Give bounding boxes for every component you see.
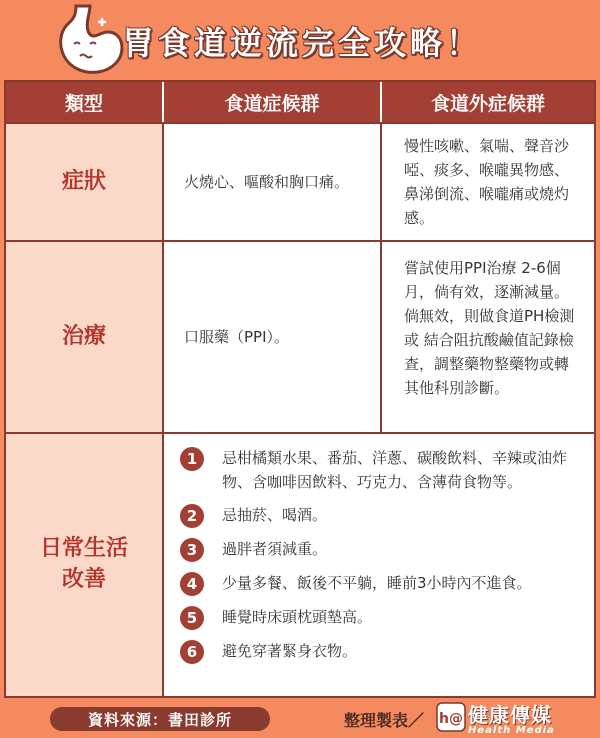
treatment-extra-esophageal: 嘗試使用PPI治療 2-6個月，倘有效，逐漸減量。倘無效，則做食道PH檢測 或 結合阻抗酸鹼值記錄檢查，調整藥物整藥物或轉其他科別診斷。 — [404, 259, 575, 397]
footer — [0, 698, 600, 738]
number-badge: 2 — [180, 504, 204, 528]
treatment-esophageal-text: 口服藥（PPI）。 — [184, 328, 290, 346]
list-item — [180, 605, 584, 630]
number-badge: 4 — [180, 572, 204, 596]
category-treatment: 治療 — [6, 242, 164, 432]
list-item — [180, 503, 584, 528]
number-badge: 6 — [180, 640, 204, 664]
list-item-text: 睡覺時床頭枕頭墊高。 — [222, 608, 373, 626]
list-item-text: 過胖者須減重。 — [222, 540, 328, 558]
header-type: 類型 — [6, 82, 164, 122]
table-row-lifestyle — [6, 432, 594, 696]
symptoms-esophageal-text: 火燒心、嘔酸和胸口痛。 — [184, 173, 350, 191]
table-header — [6, 82, 594, 122]
category-lifestyle-line1: 日常生活 — [39, 536, 128, 562]
info-table — [4, 80, 596, 698]
category-lifestyle-line2: 改善 — [61, 567, 106, 592]
list-item — [180, 537, 584, 562]
number-badge: 5 — [180, 606, 204, 630]
stomach-mascot-icon — [52, 4, 128, 76]
title-wrap — [122, 18, 482, 64]
brand-name-en: Health Media — [468, 725, 555, 736]
header-extra-esophageal: 食道外症候群 — [430, 92, 545, 115]
list-item — [180, 639, 584, 664]
header — [0, 0, 600, 80]
brand — [468, 699, 555, 736]
symptoms-esophageal — [164, 124, 382, 240]
brand-name-cn: 健康傳媒 — [468, 703, 552, 727]
table-row-symptoms — [6, 122, 594, 240]
compiled-by-label: 整理製表／ — [344, 711, 425, 730]
table-row-treatment — [6, 240, 594, 432]
list-item-text: 忌抽菸、喝酒。 — [222, 506, 328, 524]
category-lifestyle — [6, 434, 164, 696]
list-item-text: 忌柑橘類水果、番茄、洋蔥、碳酸飲料、辛辣或油炸物、含咖啡因飲料、巧克力、含薄荷食物等。 — [222, 449, 568, 491]
list-item-text: 避免穿著緊身衣物。 — [222, 642, 358, 660]
lifestyle-list — [164, 434, 594, 696]
source-badge: 資料來源：書田診所 — [50, 707, 270, 731]
logo-text: h@ — [439, 711, 463, 727]
page-title: 胃食道逆流完全攻略！ — [122, 24, 483, 62]
symptoms-extra-esophageal: 慢性咳嗽、氣喘、聲音沙啞、痰多、喉嚨異物感、鼻涕倒流、喉嚨痛或燒灼感。 — [404, 137, 570, 227]
category-symptoms: 症狀 — [6, 124, 164, 240]
header-esophageal: 食道症候群 — [164, 82, 382, 122]
list-item-text: 少量多餐、飯後不平躺，睡前3小時內不進食。 — [222, 574, 532, 592]
treatment-esophageal — [164, 242, 382, 432]
number-badge: 3 — [180, 538, 204, 562]
number-badge: 1 — [180, 447, 204, 471]
list-item — [180, 571, 584, 596]
list-item — [180, 446, 584, 494]
health-media-logo-icon — [436, 702, 466, 732]
